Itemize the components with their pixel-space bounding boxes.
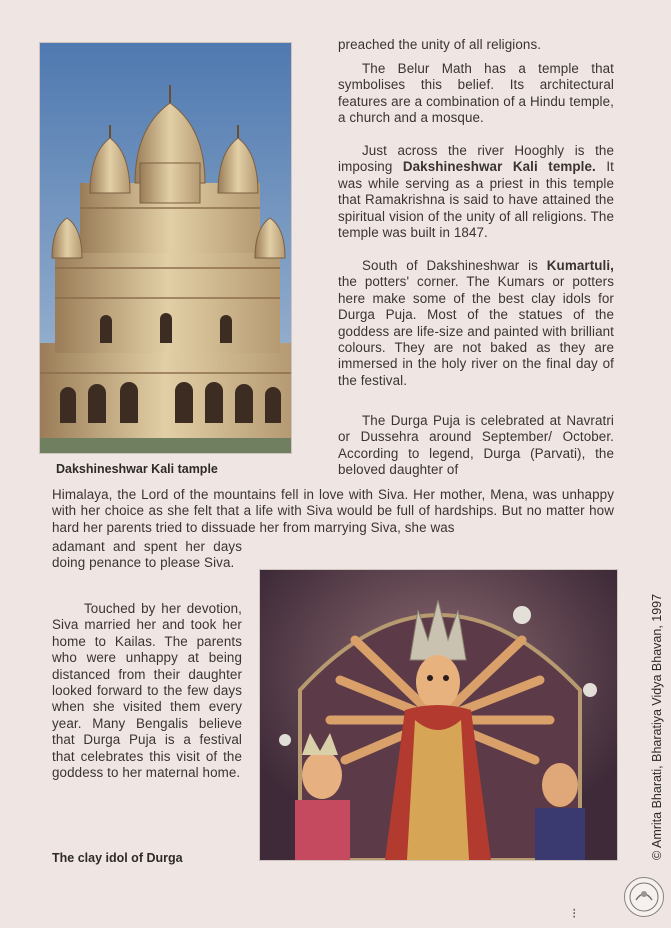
belur-text: The Belur Math has a temple that symbolises this belief. Its architectural features are a combination of a Hindu temple, a church and a mosque. bbox=[338, 61, 614, 126]
dakshin-text-1: Just across the river Hooghly is the imposing bbox=[338, 143, 614, 175]
durga-idol-image bbox=[260, 570, 617, 860]
para-kumartuli bbox=[338, 258, 614, 389]
copyright-credit: © Amrita Bharati, Bharatiya Vidya Bhavan, 1997 bbox=[650, 593, 664, 860]
durga-idol-photo bbox=[259, 569, 618, 861]
temple-photo bbox=[39, 42, 292, 454]
para-belur-math bbox=[338, 61, 614, 127]
dakshin-text-2: It was while serving as a priest in this temple that Ramakrishna is said to have attained the spiritual vision of the unity of all religions. The temple was built in 1847. bbox=[338, 159, 614, 241]
para-dakshineshwar bbox=[338, 143, 614, 241]
touched-text: Touched by her devotion, Siva married her and took her home to Kailas. The parents who were unhappy at being distanced from their daughter looked forward to the few days when she visited them every year. Many Bengalis believe that Durga Puja is a festival that celebrates this visit of the goddess to her maternal home. bbox=[52, 601, 242, 781]
para-touched bbox=[52, 601, 242, 781]
para-top-line: preached the unity of all religions. bbox=[338, 37, 542, 52]
durga-text-c: adamant and spent her days doing penance to please Siva. bbox=[52, 539, 242, 571]
dakshin-temple-name: Dakshineshwar Kali temple. bbox=[402, 159, 596, 175]
publisher-seal-icon bbox=[624, 877, 664, 917]
kumar-text-2: the potters' corner. The Kumars or potters here make some of the best clay idols for Durga Puja. Most of the statues of the goddess are life-size and painted with brilliant colours. They are not baked as they are immersed in the holy river on the final day of the festival. bbox=[338, 274, 614, 388]
durga-text-b: Himalaya, the Lord of the mountains fell in love with Siva. Her mother, Mena, was unhappy with her choice as she felt that a life with Siva would be full of hardships. But no matter how hard her parents tried to dissuade her from marrying Siva, she was bbox=[52, 487, 614, 535]
para-durga-puja-c bbox=[52, 539, 242, 572]
para-durga-puja-b bbox=[52, 487, 614, 536]
durga-text-a: The Durga Puja is celebrated at Navratri or Dussehra around September/ October. According to legend, Durga (Parvati), the beloved daughter of bbox=[338, 413, 614, 478]
page-dots: ⁝ bbox=[572, 905, 577, 921]
kumar-text-1: South of Dakshineshwar is bbox=[362, 258, 547, 273]
kumartuli-name: Kumartuli, bbox=[546, 258, 614, 273]
para-durga-puja-a bbox=[338, 413, 614, 479]
idol-caption: The clay idol of Durga bbox=[52, 851, 183, 865]
temple-image bbox=[40, 43, 291, 453]
temple-caption: Dakshineshwar Kali tample bbox=[56, 462, 218, 476]
